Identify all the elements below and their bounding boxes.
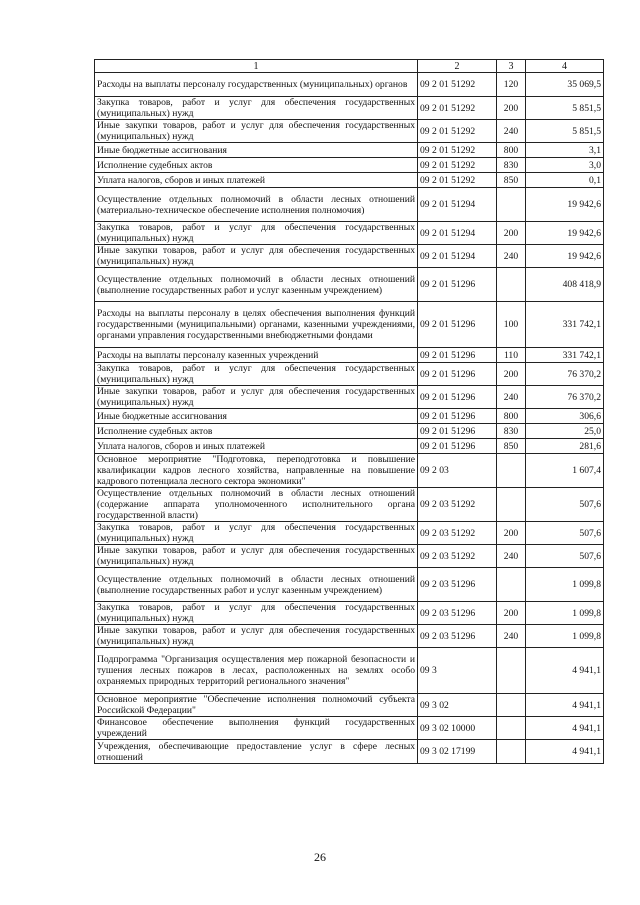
row-code: 09 2 01 51296 [418, 409, 497, 424]
row-name: Иные закупки товаров, работ и услуг для обеспечения государственных (муниципальных) нужд [95, 245, 418, 268]
row-code: 09 2 01 51294 [418, 188, 497, 222]
row-amount: 19 942,6 [526, 245, 604, 268]
row-code: 09 2 01 51292 [418, 120, 497, 143]
row-expense-type: 240 [497, 625, 526, 648]
row-expense-type: 830 [497, 158, 526, 173]
row-code: 09 2 01 51296 [418, 439, 497, 454]
table-row [95, 348, 604, 363]
row-code: 09 2 01 51296 [418, 386, 497, 409]
row-amount: 76 370,2 [526, 386, 604, 409]
row-code: 09 3 02 10000 [418, 717, 497, 740]
row-code: 09 2 03 51292 [418, 545, 497, 568]
row-expense-type: 200 [497, 602, 526, 625]
row-expense-type [497, 568, 526, 602]
row-name: Расходы на выплаты персоналу в целях обеспечения выполнения функций государственными (муниципальными) органами, казенными учреждениями, органами управления государственными внебюджетными фондами [95, 302, 418, 348]
row-expense-type: 800 [497, 409, 526, 424]
table-row [95, 439, 604, 454]
row-amount: 331 742,1 [526, 302, 604, 348]
budget-table [94, 59, 604, 764]
row-expense-type [497, 488, 526, 522]
row-code: 09 2 01 51292 [418, 173, 497, 188]
row-code: 09 2 03 51292 [418, 488, 497, 522]
table-row [95, 268, 604, 302]
table-row [95, 568, 604, 602]
row-code: 09 2 01 51294 [418, 245, 497, 268]
row-name: Иные бюджетные ассигнования [95, 409, 418, 424]
row-code: 09 2 03 51296 [418, 625, 497, 648]
header-col-4: 4 [526, 60, 604, 73]
row-expense-type [497, 648, 526, 694]
table-row [95, 625, 604, 648]
row-expense-type: 110 [497, 348, 526, 363]
row-name: Финансовое обеспечение выполнения функций государственных учреждений [95, 717, 418, 740]
row-amount: 1 099,8 [526, 602, 604, 625]
row-amount: 507,6 [526, 488, 604, 522]
row-code: 09 2 03 51296 [418, 602, 497, 625]
row-amount: 35 069,5 [526, 73, 604, 97]
row-amount: 5 851,5 [526, 120, 604, 143]
row-amount: 4 941,1 [526, 694, 604, 717]
table-row [95, 602, 604, 625]
row-expense-type: 200 [497, 522, 526, 545]
row-expense-type: 240 [497, 245, 526, 268]
table-row [95, 120, 604, 143]
row-code: 09 2 01 51292 [418, 73, 497, 97]
table-row [95, 545, 604, 568]
row-amount: 507,6 [526, 545, 604, 568]
table-body [95, 73, 604, 764]
row-expense-type: 240 [497, 545, 526, 568]
row-code: 09 2 01 51292 [418, 158, 497, 173]
row-name: Подпрограмма "Организация осуществления мер пожарной безопасности и тушения лесных пожаров в лесах, расположенных на землях особо охраняемых природных территорий регионального значения" [95, 648, 418, 694]
row-name: Учреждения, обеспечивающие предоставление услуг в сфере лесных отношений [95, 740, 418, 764]
row-name: Расходы на выплаты персоналу казенных учреждений [95, 348, 418, 363]
row-name: Основное мероприятие "Подготовка, переподготовка и повышение квалификации кадров лесного хозяйства, направленные на повышение кадрового потенциала лесного сектора экономики" [95, 454, 418, 488]
table-row [95, 97, 604, 120]
row-name: Осуществление отдельных полномочий в области лесных отношений (материально-техническое обеспечение исполнения полномочия) [95, 188, 418, 222]
row-amount: 1 607,4 [526, 454, 604, 488]
row-expense-type [497, 188, 526, 222]
page-number: 26 [314, 850, 326, 864]
row-code: 09 2 01 51292 [418, 143, 497, 158]
row-name: Иные закупки товаров, работ и услуг для обеспечения государственных (муниципальных) нужд [95, 120, 418, 143]
row-code: 09 2 01 51296 [418, 348, 497, 363]
row-code: 09 2 03 51292 [418, 522, 497, 545]
row-name: Иные закупки товаров, работ и услуг для обеспечения государственных (муниципальных) нужд [95, 386, 418, 409]
table-row [95, 488, 604, 522]
row-code: 09 3 02 [418, 694, 497, 717]
row-amount: 19 942,6 [526, 188, 604, 222]
row-name: Осуществление отдельных полномочий в области лесных отношений (выполнение государственных работ и услуг казенным учреждением) [95, 268, 418, 302]
row-expense-type: 200 [497, 222, 526, 245]
row-name: Закупка товаров, работ и услуг для обеспечения государственных (муниципальных) нужд [95, 602, 418, 625]
table-row [95, 386, 604, 409]
row-name: Осуществление отдельных полномочий в области лесных отношений (содержание аппарата уполномоченного исполнительного органа государственной власти) [95, 488, 418, 522]
row-name: Иные закупки товаров, работ и услуг для обеспечения государственных (муниципальных) нужд [95, 545, 418, 568]
row-expense-type [497, 454, 526, 488]
row-amount: 25,0 [526, 424, 604, 439]
table-row [95, 648, 604, 694]
row-amount: 76 370,2 [526, 363, 604, 386]
row-expense-type: 100 [497, 302, 526, 348]
table-row [95, 454, 604, 488]
row-name: Осуществление отдельных полномочий в области лесных отношений (выполнение государственных работ и услуг казенным учреждением) [95, 568, 418, 602]
table-row [95, 740, 604, 764]
row-name: Расходы на выплаты персоналу государственных (муниципальных) органов [95, 73, 418, 97]
row-name: Закупка товаров, работ и услуг для обеспечения государственных (муниципальных) нужд [95, 97, 418, 120]
table-row [95, 143, 604, 158]
table-row [95, 158, 604, 173]
row-code: 09 3 02 17199 [418, 740, 497, 764]
row-code: 09 2 01 51296 [418, 424, 497, 439]
row-expense-type: 120 [497, 73, 526, 97]
table-row [95, 424, 604, 439]
row-amount: 3,1 [526, 143, 604, 158]
row-code: 09 2 01 51296 [418, 363, 497, 386]
table-row [95, 363, 604, 386]
row-amount: 4 941,1 [526, 717, 604, 740]
table-row [95, 245, 604, 268]
table-row [95, 73, 604, 97]
row-code: 09 2 01 51292 [418, 97, 497, 120]
row-expense-type [497, 740, 526, 764]
row-name: Иные бюджетные ассигнования [95, 143, 418, 158]
row-expense-type: 800 [497, 143, 526, 158]
row-amount: 331 742,1 [526, 348, 604, 363]
row-expense-type: 850 [497, 439, 526, 454]
row-code: 09 3 [418, 648, 497, 694]
row-amount: 5 851,5 [526, 97, 604, 120]
header-col-1: 1 [95, 60, 418, 73]
table-row [95, 694, 604, 717]
row-name: Уплата налогов, сборов и иных платежей [95, 173, 418, 188]
row-name: Закупка товаров, работ и услуг для обеспечения государственных (муниципальных) нужд [95, 363, 418, 386]
table-row [95, 522, 604, 545]
row-name: Исполнение судебных актов [95, 158, 418, 173]
row-amount: 1 099,8 [526, 625, 604, 648]
row-name: Иные закупки товаров, работ и услуг для обеспечения государственных (муниципальных) нужд [95, 625, 418, 648]
row-name: Уплата налогов, сборов и иных платежей [95, 439, 418, 454]
table-row [95, 222, 604, 245]
row-amount: 306,6 [526, 409, 604, 424]
table-row [95, 717, 604, 740]
row-amount: 507,6 [526, 522, 604, 545]
row-expense-type [497, 268, 526, 302]
table-header-row [95, 60, 604, 73]
table-row [95, 188, 604, 222]
row-amount: 0,1 [526, 173, 604, 188]
row-name: Исполнение судебных актов [95, 424, 418, 439]
table-row [95, 173, 604, 188]
header-col-3: 3 [497, 60, 526, 73]
row-expense-type: 830 [497, 424, 526, 439]
row-amount: 3,0 [526, 158, 604, 173]
row-code: 09 2 03 [418, 454, 497, 488]
row-expense-type [497, 694, 526, 717]
row-name: Закупка товаров, работ и услуг для обеспечения государственных (муниципальных) нужд [95, 222, 418, 245]
row-expense-type: 200 [497, 363, 526, 386]
row-code: 09 2 01 51294 [418, 222, 497, 245]
row-code: 09 2 01 51296 [418, 268, 497, 302]
row-name: Закупка товаров, работ и услуг для обеспечения государственных (муниципальных) нужд [95, 522, 418, 545]
row-expense-type: 850 [497, 173, 526, 188]
row-amount: 408 418,9 [526, 268, 604, 302]
row-amount: 19 942,6 [526, 222, 604, 245]
row-expense-type: 200 [497, 97, 526, 120]
row-amount: 1 099,8 [526, 568, 604, 602]
row-expense-type: 240 [497, 120, 526, 143]
table-row [95, 302, 604, 348]
row-expense-type: 240 [497, 386, 526, 409]
header-col-2: 2 [418, 60, 497, 73]
table-row [95, 409, 604, 424]
row-amount: 4 941,1 [526, 740, 604, 764]
row-amount: 4 941,1 [526, 648, 604, 694]
row-amount: 281,6 [526, 439, 604, 454]
row-code: 09 2 03 51296 [418, 568, 497, 602]
row-code: 09 2 01 51296 [418, 302, 497, 348]
row-expense-type [497, 717, 526, 740]
row-name: Основное мероприятие "Обеспечение исполнения полномочий субъекта Российской Федерации" [95, 694, 418, 717]
